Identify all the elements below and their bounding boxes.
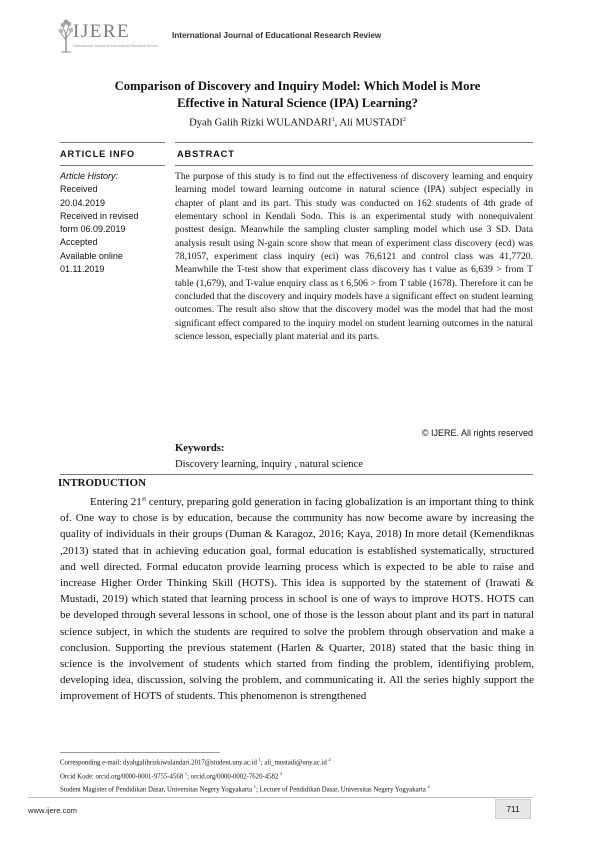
keywords-label: Keywords: (175, 443, 225, 454)
authors (60, 117, 535, 129)
website-link[interactable]: www.ijere.com (28, 806, 77, 815)
article-info-top-rule (60, 142, 165, 143)
affil-text: Student Magister of Pendidikan Dasar, Universitas Negery Yogyakarta (60, 786, 254, 794)
copyright: © IJERE. All rights reserved (421, 428, 533, 438)
article-info-heading: ARTICLE INFO (60, 149, 136, 159)
abstract-top-rule (175, 142, 533, 143)
article-title (60, 78, 535, 112)
author-sep: , (334, 117, 340, 129)
intro-start: Entering 21 (90, 496, 142, 508)
email-text-2: ; ali_mustadi@uny.ac.id (260, 759, 329, 767)
author-1: Dyah Galih Rizki WULANDARI (189, 117, 332, 129)
footnote-rule (60, 752, 220, 753)
article-info-rule (60, 165, 165, 166)
footnote-orcid (60, 769, 540, 783)
author-2: Ali MUSTADI (339, 117, 403, 129)
history-line: Available online (60, 250, 123, 261)
keywords: Discovery learning, inquiry , natural science (175, 459, 363, 470)
affil-sup-2: 2 (427, 784, 430, 790)
affil-text-2: ; Lecture of Pendidikan Dasar, Universitas Negery Yogyakarta (256, 786, 428, 794)
history-label: Article History: (60, 171, 119, 181)
history-line: Received in revised (60, 210, 139, 221)
introduction-heading: INTRODUCTION (58, 477, 147, 489)
author-2-sup: 2 (402, 117, 406, 123)
footnotes (60, 755, 540, 796)
email-sup-1: 1 (258, 757, 261, 762)
footnote-email (60, 755, 540, 769)
orcid-text-2: ; orcid.org/0000-0002-7620-4582 (187, 772, 281, 780)
email-text: Corresponding e-mail: dyahgalihrizkiwulandari.2017@student.uny.ac.id (60, 759, 259, 767)
footer-rule (28, 797, 533, 798)
logo-subtitle: International Journal of Educational Research Review (73, 44, 159, 48)
title-line-1: Comparison of Discovery and Inquiry Model: Which Model is More (114, 79, 481, 93)
tree-icon (58, 18, 74, 54)
abstract-text: The purpose of this study is to find out the effectiveness of discovery learning and enquiry learning model toward learning outcome in natural science (IPA) subject especially in chapter of plant and its part. This study was conducted on 162 students of 4th grade of elementary school in Kendali Sodo. This is an experimental study with nonequivalent posttest design. Meanwhile the sampling cluster sampling model which use 3 SD. Data analysis result using N-gain score show that mean of experiment class discovery (ecd) was 78,1057, experiment class inquiry (eci) was 76,6121 and control class was 41,7720. Meanwhile the T-test show that experiment class discovery has t value as 6,639 > from T table (1,679), and T-value enquiry class as t 6,506 > from T table (1678). Therefore it can be concluded that the discovery and inquiry models have a significant effect on student learning outcomes. The result also show that the discovery model was the model that had the most significant effect compared to the inquiry model on student learning outcomes in the natural science lesson, especially plant material and its parts. (175, 171, 533, 343)
history-line: form 06.09.2019 (60, 224, 126, 235)
page-number: 711 (495, 799, 531, 819)
email-sup-2: 2 (328, 757, 331, 762)
orcid-text: Orcid Kode: orcid.org/0000-0001-9755-4568 (60, 772, 185, 780)
history-line: 20.04.2019 (60, 197, 106, 208)
orcid-sup-1: 1 (184, 770, 188, 776)
intro-rest: century, preparing gold generation in facing globalization is an important thing to think of. One way to chose is by education, because the community has now become aware by increasing the quality of individuals in their groups (Duman & Karagoz, 2016; Kaya, 2018) In more detail (Kemendiknas ,2013) stated that in achieving education goal, formal education is established systematically, structured and well directed. Formal educaton provide learning process which is expected to be able to raise and increase Higher Order Thinking Skill (HOTS). This idea is supported by the statement of (Irawati & Mustadi, 2019) which stated that learning process in school is one of ways to improve HOTS. HOTS can be developed through several lessons in school, one of those is the lesson about plant and its part in natural science subject, in which the students are required to solve the problem through observation and make a conclusion. Supporting the previous statement (Harlen & Quarter, 2018) stated that the basic thing in science is the involvement of students which started from finding the problem, identifiying problem, developing idea, discussion, solving the problem, and communicating it. All the series highly support the improvement of HOTS of students. This phenomenon is strengthened (60, 496, 534, 703)
intro-sup: st (141, 495, 147, 503)
keywords-rule (60, 474, 533, 475)
history-line: Received (60, 184, 98, 195)
footnote-affiliation (60, 782, 540, 796)
orcid-sup-2: 2 (280, 770, 283, 776)
affil-sup-1: 1 (253, 784, 257, 790)
journal-logo (58, 18, 158, 54)
title-line-2: Effective in Natural Science (IPA) Learning? (177, 96, 418, 110)
history-line: 01.11.2019 (60, 264, 105, 275)
abstract-heading: ABSTRACT (177, 149, 235, 159)
journal-name: International Journal of Educational Research Review (172, 31, 382, 40)
article-history (60, 170, 165, 276)
introduction-paragraph (60, 494, 534, 705)
author-1-sup: 1 (331, 117, 335, 123)
logo-text: IJERE (73, 21, 131, 42)
abstract-rule (175, 165, 533, 166)
history-line: Accepted (60, 237, 98, 248)
